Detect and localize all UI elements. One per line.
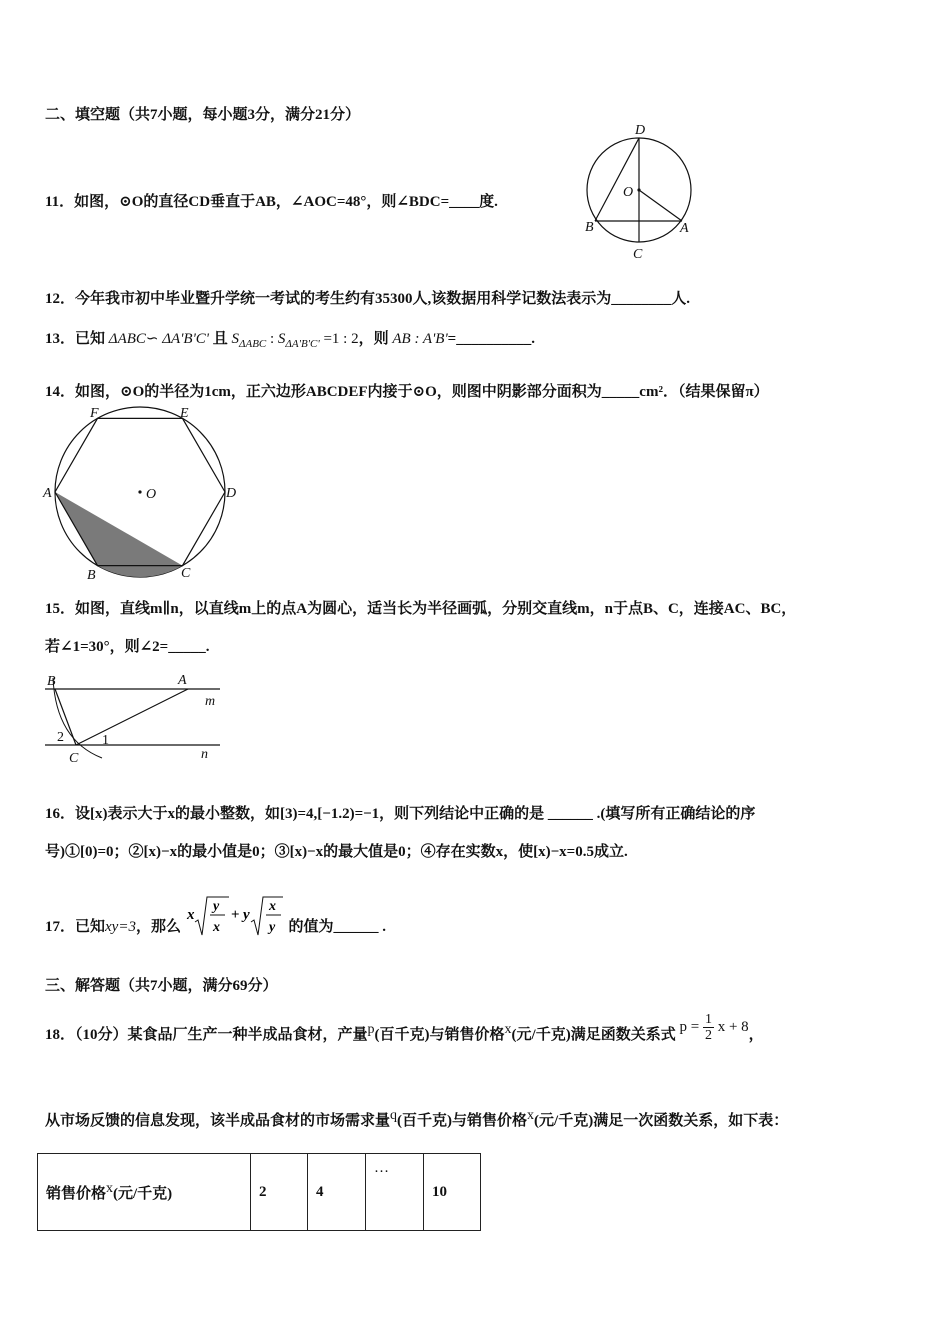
q14-label-a: A [43, 486, 52, 501]
q14-label-o: O [146, 487, 157, 502]
q18-comma: ， [748, 1026, 764, 1043]
q17-y-coef: y [242, 907, 250, 923]
q18-var-p: p [367, 1021, 375, 1037]
table-header-unit: (元/千克) [113, 1186, 173, 1202]
q11-label-c: C [633, 247, 643, 262]
q18-frac-den: 2 [704, 1028, 712, 1043]
q14-label-e: E [180, 406, 189, 421]
q15-parallel-lines-figure [40, 668, 225, 766]
section-answer-heading: 三、解答题（共7小题，满分69分） [45, 978, 278, 994]
table-cell: 10 [424, 1154, 481, 1231]
q11-circle-figure [578, 118, 703, 263]
q13-ratio: =1 : 2 [323, 331, 359, 347]
q18-frac-num: 1 [704, 1012, 712, 1027]
q18-var-q: q [390, 1108, 398, 1123]
question-14: 14．如图，⊙O的半径为1cm，正六边形ABCDEF内接于⊙O，则图中阴影部分面积为_____cm²．（结果保留π） [45, 384, 769, 400]
question-15-line2: 若∠1=30°，则∠2=_____. [45, 639, 210, 655]
q17-condition: xy=3 [105, 919, 136, 935]
section-fill-in-heading: 二、填空题（共7小题，每小题3分，满分21分） [45, 107, 361, 123]
q14-label-b: B [87, 568, 96, 583]
question-16-line1: 16．设[x)表示大于x的最小整数，如[3)=4,[−1.2)=−1，则下列结论中正确的是 ______ .(填写所有正确结论的序 [45, 806, 756, 822]
price-table [37, 1153, 481, 1231]
q18-text1: 18．（10分）某食品厂生产一种半成品食材，产量 [45, 1026, 368, 1043]
q18-formula-fraction [703, 1012, 714, 1043]
q11-label-a: A [680, 221, 689, 236]
question-12: 12．今年我市初中毕业暨升学统一考试的考生约有35300人,该数据用科学记数法表示为________人. [45, 291, 691, 307]
table-cell: 2 [251, 1154, 308, 1231]
q17-frac2-num: x [268, 899, 276, 914]
q18-unit3: (百千克) [397, 1113, 453, 1129]
q18-var-x: x [504, 1021, 512, 1037]
q14-label-c: C [181, 566, 191, 581]
table-header-var: x [106, 1181, 114, 1196]
q18-text3: 满足函数关系式 [570, 1026, 676, 1043]
q17-then: ，那么 [135, 919, 181, 935]
q13-ab-ratio: AB : A'B' [392, 331, 448, 347]
q15-arc [53, 678, 102, 758]
q13-area-s2-sub: ΔA'B'C' [285, 338, 320, 350]
q18-unit4: (元/千克) [534, 1113, 594, 1129]
q14-shaded-segment [98, 566, 183, 577]
q17-expression [185, 893, 285, 941]
q17-frac2-den: y [268, 920, 275, 935]
q13-and: 且 [212, 331, 228, 347]
q13-triangle-a1b1c1: ΔA'B'C' [162, 331, 209, 347]
q15-label-c: C [69, 751, 79, 766]
question-13 [45, 327, 535, 350]
q13-area-s1: S [231, 331, 240, 347]
q15-label-m: m [205, 694, 216, 709]
q13-prefix: 13．已知 [45, 331, 106, 347]
q17-x-coef: x [186, 907, 195, 923]
q17-prefix: 17．已知 [45, 919, 106, 935]
q13-area-s1-sub: ΔABC [239, 338, 267, 350]
q18-text2: 与销售价格 [429, 1026, 505, 1043]
q11-center-dot [637, 188, 640, 191]
q17-frac1-den: x [212, 920, 220, 935]
q11-label-b: B [585, 220, 594, 235]
q18-line2-b: 与销售价格 [452, 1113, 528, 1129]
q17-sqrt2 [251, 897, 283, 935]
q15-label-2: 2 [57, 730, 64, 745]
question-18-line2 [45, 1108, 788, 1130]
question-17 [45, 893, 386, 941]
question-16-line2: 号)①[0)=0；②[x)−x的最小值是0；③[x)−x的最大值是0；④存在实数x，使[x)−x=0.5成立. [45, 844, 628, 860]
q18-unit2: (元/千克) [511, 1026, 571, 1043]
q17-plus: + [230, 907, 240, 923]
q18-line2-a: 从市场反馈的信息发现，该半成品食材的市场需求量 [45, 1113, 391, 1129]
q13-then: ，则 [358, 331, 389, 347]
q17-sqrt1 [195, 897, 229, 935]
q18-unit1: (百千克) [374, 1026, 430, 1043]
q18-formula-lhs: p = [679, 1018, 700, 1035]
q14-center-dot [138, 490, 141, 493]
table-header-label: 销售价格 [46, 1186, 107, 1202]
q17-frac1-num: y [212, 899, 219, 914]
q11-label-o: O [623, 185, 634, 200]
question-18-line1 [45, 1012, 764, 1051]
q13-similar-symbol: ∽ [145, 331, 159, 347]
q18-formula-rhs: x + 8 [717, 1018, 749, 1035]
q14-label-d: D [226, 486, 237, 501]
question-15-line1: 15．如图，直线m∥n，以直线m上的点A为圆心，适当长为半径画弧，分别交直线m，n于点B、C，连接AC、BC， [45, 601, 797, 617]
q15-label-1: 1 [102, 733, 109, 748]
table-cell: … [366, 1154, 424, 1231]
q11-segment-db [595, 138, 639, 221]
q17-tail: 的值为______ . [288, 919, 386, 935]
q13-tail: =__________. [447, 331, 535, 347]
q14-hexagon-figure [40, 405, 245, 585]
q15-label-b: B [47, 674, 56, 689]
q11-label-d: D [635, 123, 646, 138]
q14-shaded-triangle [55, 492, 183, 566]
q13-area-s2: S [277, 331, 286, 347]
q14-label-f: F [90, 406, 99, 421]
q13-triangle-abc: ΔABC [108, 331, 146, 347]
question-11: 11．如图，⊙O的直径CD垂直于AB，∠AOC=48°，则∠BDC=____度. [45, 194, 498, 210]
table-header-cell [38, 1154, 251, 1231]
q18-var-x2: x [527, 1108, 535, 1123]
q15-segment-ac [76, 689, 188, 745]
q18-line2-c: 满足一次函数关系，如下表： [593, 1113, 789, 1129]
q13-colon: : [266, 331, 278, 347]
q15-label-n: n [201, 747, 208, 762]
table-cell: 4 [308, 1154, 366, 1231]
q11-segment-oa [639, 190, 682, 221]
q15-label-a: A [178, 673, 187, 688]
table-row [38, 1154, 481, 1231]
